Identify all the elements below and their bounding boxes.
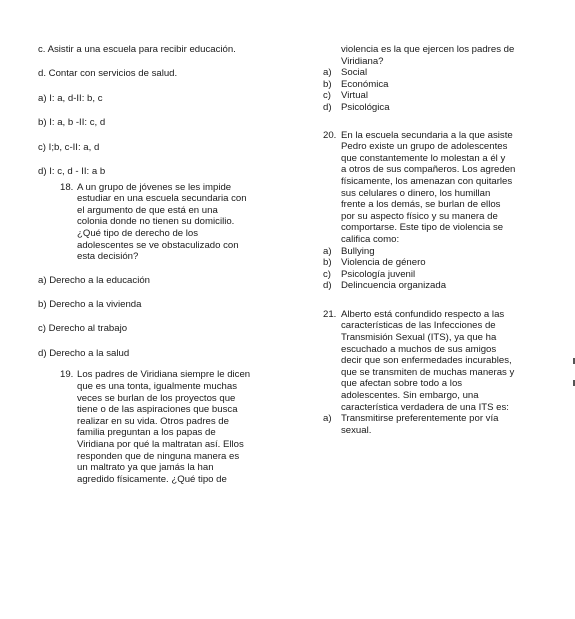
text-line: Transmitirse preferentemente por vía — [341, 413, 499, 425]
option-line[interactable]: d. Contar con servicios de salud. — [38, 68, 178, 80]
option-text: Bullying — [341, 245, 375, 257]
option-label: a) — [323, 245, 332, 257]
text-line: que afectan sobre todo a los — [341, 378, 463, 390]
answer-option[interactable] — [323, 79, 548, 91]
text-line: decir que son enfermedades incurables, — [341, 355, 512, 367]
answer-option[interactable]: a) Derecho a la educación — [38, 274, 150, 286]
option-label: c) — [323, 90, 331, 102]
option-line[interactable]: c) I;b, c-II: a, d — [38, 141, 100, 153]
option-label: d) — [323, 101, 332, 113]
text-line: violencia es la que ejercen los padres de — [341, 44, 515, 55]
text-line: que constantemente lo molestan a él y — [341, 152, 506, 164]
text-line: que se transmiten de muchas maneras y — [341, 366, 515, 378]
answer-option[interactable] — [323, 246, 548, 258]
question-21 — [323, 309, 548, 413]
option-line[interactable]: a) I: a, d-II: b, c — [38, 92, 103, 104]
text-line: características de las Infecciones de — [341, 320, 496, 332]
text-line: físicamente, los amenazan con quitarles — [341, 175, 513, 187]
text-line: califica como: — [341, 233, 400, 245]
option-text: Psicología juvenil — [341, 268, 416, 280]
answer-option[interactable] — [323, 67, 548, 79]
question-18 — [38, 182, 278, 263]
question-19-continuation — [323, 44, 548, 67]
option-line[interactable]: b) I: a, b -II: c, d — [38, 117, 106, 129]
text-line: Viridiana? — [341, 55, 384, 67]
text-line: Los padres de Viridiana siempre le dicen — [77, 369, 251, 381]
option-text: Delincuencia organizada — [341, 280, 447, 292]
text-line: realizar en su vida. Otros padres de — [77, 415, 229, 427]
question-text — [341, 309, 548, 413]
text-line: un maltrato ya que jamás la han — [77, 462, 214, 474]
text-line: veces se burlan de los proyectos que — [77, 392, 236, 404]
text-line: adolescentes se ve obstaculizado con — [77, 239, 239, 251]
question-number: 19. — [60, 369, 74, 381]
option-text: Social — [341, 67, 368, 79]
question-number: 21. — [323, 308, 337, 320]
text-line: que es una tonta, igualmente muchas — [77, 381, 238, 393]
option-text: Virtual — [341, 90, 369, 102]
text-line: Alberto está confundido respecto a las — [341, 308, 505, 320]
text-line: a otros de sus compañeros. Los agreden — [341, 164, 516, 176]
answer-option[interactable] — [323, 413, 548, 436]
option-line[interactable]: d) I: c, d - II: a b — [38, 165, 106, 177]
answer-option[interactable]: c) Derecho al trabajo — [38, 323, 128, 335]
text-line: frente a los demás, se burlan de ellos — [341, 199, 501, 211]
text-line: En la escuela secundaria a la que asiste — [341, 129, 513, 141]
option-label: a) — [323, 413, 332, 425]
option-text: Psicológica — [341, 101, 390, 113]
text-line: responden que de ninguna manera es — [77, 450, 240, 462]
question-20 — [323, 130, 548, 246]
question-text — [77, 369, 278, 485]
text-line: tiene o de las aspiraciones que busca — [77, 404, 238, 416]
option-label: a) — [323, 67, 332, 79]
answer-option[interactable] — [323, 90, 548, 102]
text-line: sus celulares o dinero, los humillan — [341, 187, 491, 199]
text-line: Viridiana por qué la maltratan así. Ellos — [77, 439, 244, 451]
question-19-options — [323, 67, 548, 113]
text-line: Pedro existe un grupo de adolescentes — [341, 141, 508, 153]
answer-option[interactable]: b) Derecho a la vivienda — [38, 299, 142, 311]
question-19 — [38, 369, 278, 485]
text-line: comportarse. Este tipo de violencia se — [341, 222, 504, 234]
previous-question-options — [38, 44, 278, 178]
text-line: A un grupo de jóvenes se les impide — [77, 181, 232, 193]
text-line: escuchado a muchos de sus amigos — [341, 343, 497, 355]
answer-option[interactable] — [323, 269, 548, 281]
question-number: 20. — [323, 129, 337, 141]
left-column — [38, 44, 278, 497]
option-label: b) — [323, 257, 332, 269]
text-line: característica verdadera de una ITS es: — [341, 401, 509, 413]
right-column — [323, 44, 548, 436]
question-text — [341, 130, 548, 246]
option-label: b) — [323, 78, 332, 90]
question-text — [77, 182, 278, 263]
option-label: d) — [323, 280, 332, 292]
question-20-options — [323, 246, 548, 292]
option-label: c) — [323, 268, 331, 280]
text-line: colonia donde no tienen su domicilio. — [77, 216, 235, 228]
text-line: sexual. — [341, 424, 372, 436]
option-text: Violencia de género — [341, 257, 426, 269]
text-line: el argumento de que está en una — [77, 204, 218, 216]
text-line: esta decisión? — [77, 251, 139, 263]
question-21-options — [323, 413, 548, 436]
answer-option[interactable]: d) Derecho a la salud — [38, 347, 130, 359]
text-line: ¿Qué tipo de derecho de los — [77, 227, 199, 239]
option-line[interactable]: c. Asistir a una escuela para recibir educación. — [38, 44, 236, 55]
option-text: Económica — [341, 78, 389, 90]
text-line: Transmisión Sexual (ITS), ya que ha — [341, 332, 497, 344]
text-line: familia preguntan a los papas de — [77, 427, 216, 439]
text-line: adolescentes. Sin embargo, una — [341, 390, 479, 402]
question-18-options — [38, 275, 278, 360]
text-line: estudiar en una escuela secundaria con — [77, 193, 247, 205]
option-text — [341, 413, 498, 436]
text-line: por su aspecto físico y su manera de — [341, 210, 498, 222]
answer-option[interactable] — [323, 257, 548, 269]
answer-option[interactable] — [323, 102, 548, 114]
answer-option[interactable] — [323, 280, 548, 292]
question-number: 18. — [60, 181, 74, 193]
text-line: agredido físicamente. ¿Qué tipo de — [77, 473, 227, 485]
